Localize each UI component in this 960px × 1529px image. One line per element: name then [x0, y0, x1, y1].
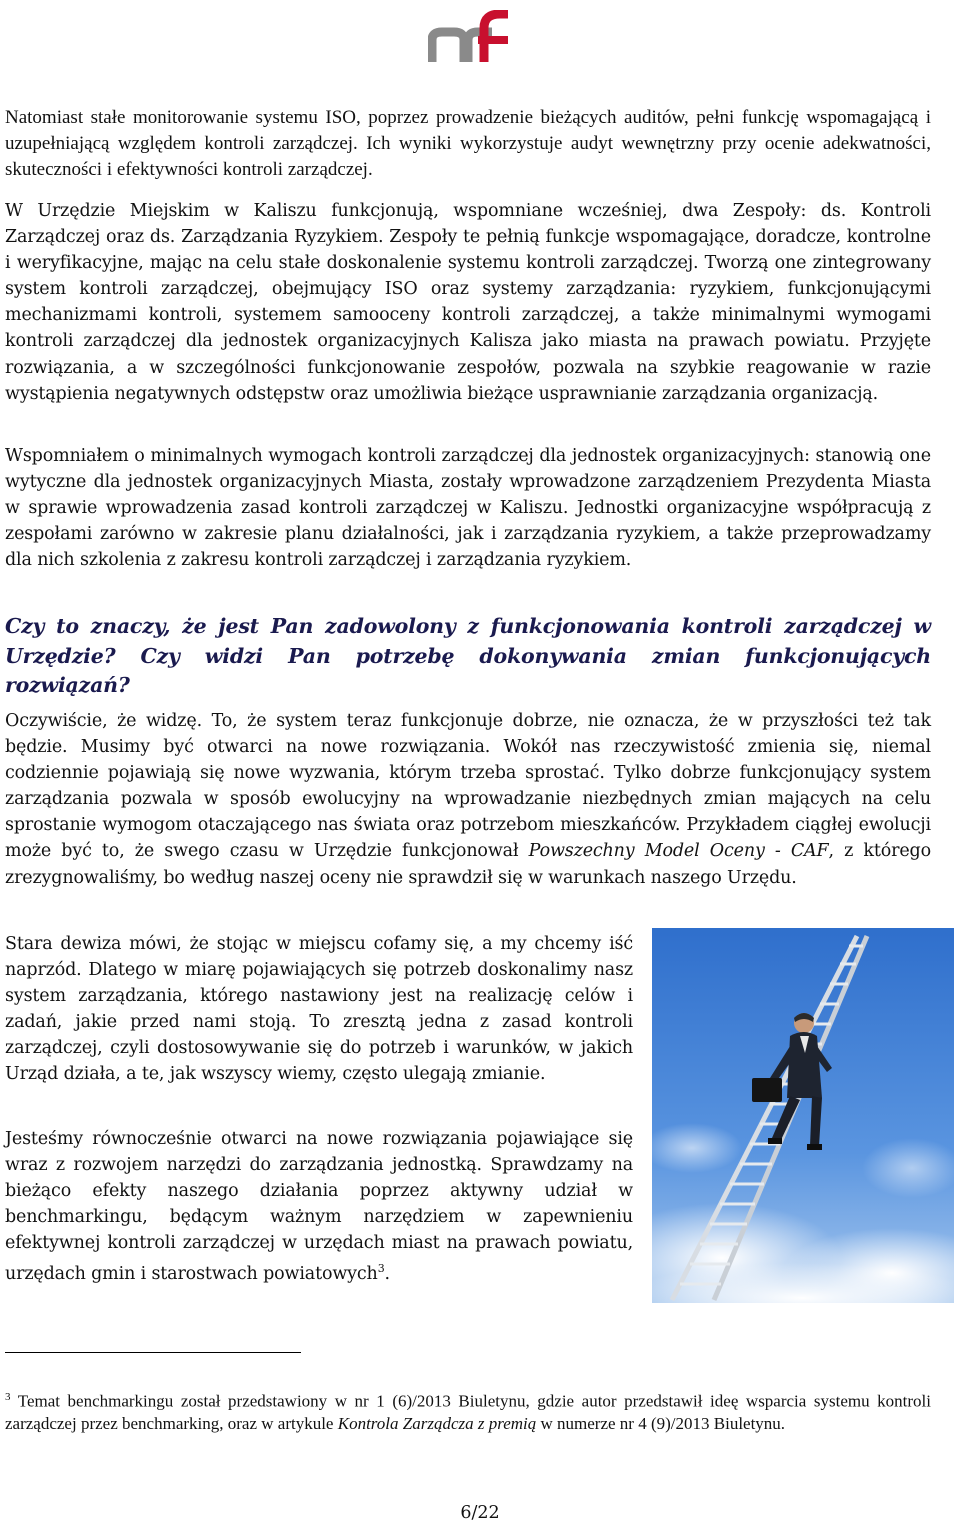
footnote: [5, 1386, 931, 1436]
paragraph-iso-monitoring: Natomiast stałe monitorowanie systemu ISO, poprzez prowadzenie bieżących auditów, pełni funkcję wspomagającą i uzupełniającą względem kontroli zarządczej. Ich wyniki wykorzystuje audyt wewnętrzny przy ocenie adekwatności, skuteczności i efektywności kontroli zarządczej.: [5, 107, 931, 181]
period: .: [384, 1264, 390, 1285]
answer-text-end: , z którego zrezygnowaliśmy, bo według naszej oceny nie sprawdził się w warunkach naszego Urzędu.: [5, 841, 931, 888]
caf-model-name: Powszechny Model Oceny - CAF: [528, 841, 829, 862]
paragraph-teams: W Urzędzie Miejskim w Kaliszu funkcjonują, wspomniane wcześniej, dwa Zespoły: ds. Kontroli Zarządczej oraz ds. Zarządzania Ryzykiem. Zespoły te pełnią funkcje wspomagające, doradcze, kontrolne i weryfikacyjne, mając na celu stałe doskonalenie systemu kontroli zarządczej. Tworzą one zintegrowany system kontroli zarządczej, obejmujący ISO oraz systemy zarządzania: ryzykiem, funkcjonującymi mechanizmami kontroli, systemem samooceny kontroli zarządczej, a także minimalnymi wymogami kontroli zarządczej dla jednostek organizacyjnych Kalisza jako miasta na prawach powiatu. Przyjęte rozwiązania, a w szczególności funkcjonowanie zespołów, pozwala na szybkie reagowanie w razie wystąpienia negatywnych odstępstw oraz umożliwia bieżące usprawnianie zarządzania organizacją.: [5, 201, 931, 404]
footnote-ref[interactable]: 3: [377, 1262, 385, 1276]
page-number: 6/22: [460, 1503, 500, 1523]
paragraph-motto: Stara dewiza mówi, że stojąc w miejscu cofamy się, a my chcemy iść naprzód. Dlatego w miarę pojawiających się potrzeb doskonalimy nasz system zarządzania, którego nastawiony jest na realizację celów i zadań, jakie przed nami stoją. To zresztą jedna z zasad kontroli zarządczej, czyli dostosowywanie się do potrzeb i warunków, w jakich Urząd działa, a te, jak wszyscy wiemy, często ulegają zmianie.: [5, 934, 633, 1085]
footnote-marker: 3: [5, 1391, 11, 1403]
businessman-climbing-ladder-photo: [652, 928, 954, 1303]
paragraph-minimal-requirements: Wspomniałem o minimalnych wymogach kontroli zarządczej dla jednostek organizacyjnych: stanowią one wytyczne dla jednostek organizacyjnych Miasta, zostały wprowadzone zarządzeniem Prezydenta Miasta w sprawie wprowadzenia zasad kontroli zarządczej w Kaliszu. Jednostki organizacyjne współpracują z zespołami zarówno w zakresie planu działalności, jak i zarządzania ryzykiem, a także przeprowadzamy dla nich szkolenia z zakresu kontroli zarządczej i zarządzania ryzykiem.: [5, 446, 931, 571]
article-title: Kontrola Zarządcza z premią: [337, 1414, 537, 1434]
paragraph-answer: [5, 708, 931, 891]
footnote-separator: [5, 1352, 301, 1353]
rf-logo: [428, 10, 510, 66]
paragraph-benchmarking: [5, 1126, 633, 1287]
interview-question: Czy to znaczy, że jest Pan zadowolony z funkcjonowania kontroli zarządczej w Urzędzie? Czy widzi Pan potrzebę dokonywania zmian funkcjonujących rozwiązań?: [5, 614, 931, 697]
footnote-text: Temat benchmarkingu został przedstawiony w nr 1 (6)/2013 Biuletynu, gdzie autor przedstawił ideę wsparcia systemu kontroli zarządczej przez benchmarking, oraz w artykule: [5, 1391, 931, 1434]
benchmarking-text: Jesteśmy równocześnie otwarci na nowe rozwiązania pojawiające się wraz z rozwojem narzędzi do zarządzania jednostką. Sprawdzamy na bieżąco efekty naszego działania poprzez aktywny udział w benchmarkingu, będącym ważnym narzędziem w zapewnieniu efektywnej kontroli zarządczej w urzędach miast na prawach powiatu, urzędach gmin i starostwach powiatowych: [5, 1129, 633, 1285]
answer-text: Oczywiście, że widzę. To, że system teraz funkcjonuje dobrze, nie oznacza, że w przyszłości też tak będzie. Musimy być otwarci na nowe rozwiązania. Wokół nas rzeczywistość zmienia się, niemal codziennie pojawiają się nowe wyzwania, którym trzeba sprostać. Tylko dobrze funkcjonujący system zarządzania pozwala w sposób ewolucyjny na wprowadzanie niezbędnych zmian mających na celu sprostanie wymogom otaczającego nas świata oraz potrzebom mieszkańców. Przykładem ciągłej ewolucji może być to, że swego czasu w Urzędzie funkcjonował: [5, 711, 931, 862]
footnote-text-end: w numerze nr 4 (9)/2013 Biuletynu.: [536, 1414, 786, 1434]
